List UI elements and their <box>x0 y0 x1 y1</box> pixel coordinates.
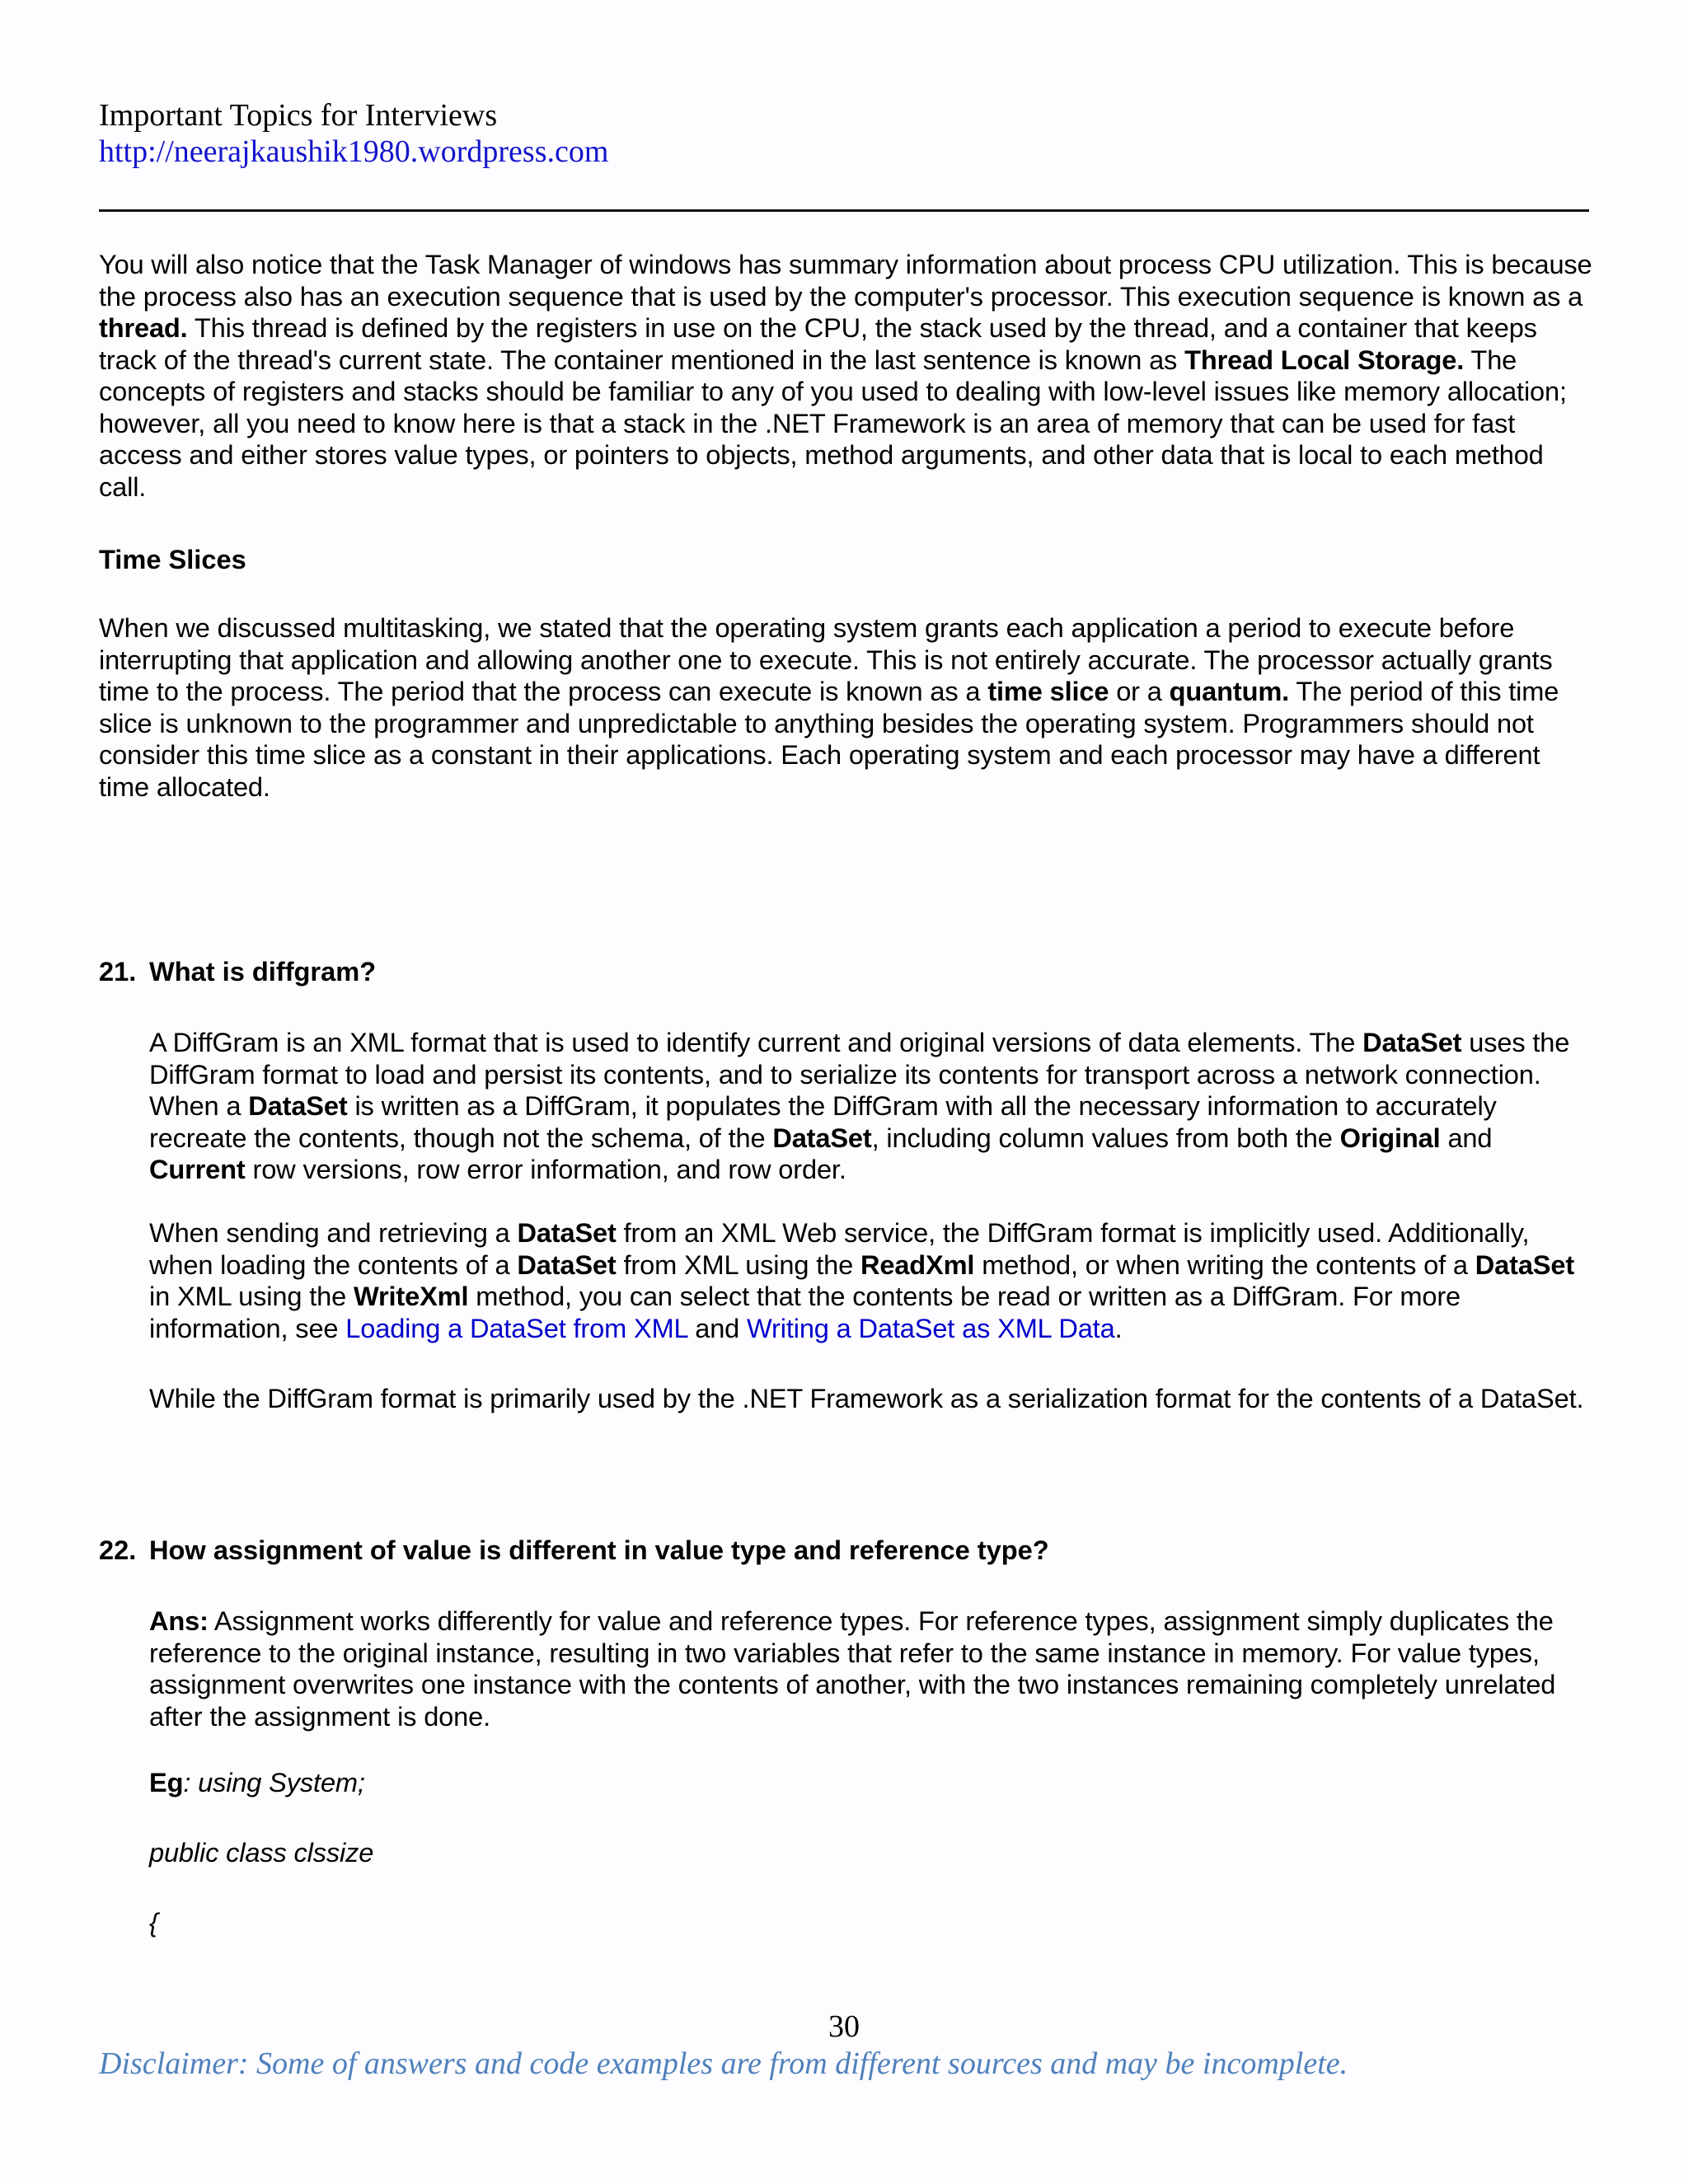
text-run: The period of this time slice is unknown to the programmer and unpredictable to anything besides the operating system. Programmers should not consider this time slice as a constant in their applications. Each operating system and each processor may have a different time allocated. <box>99 676 1559 802</box>
term-current: Current <box>149 1154 246 1184</box>
page-number: 30 <box>828 2009 860 2044</box>
question-title: How assignment of value is different in value type and reference type? <box>149 1535 1049 1565</box>
q21-paragraph-2 <box>149 1217 1592 1344</box>
question-number: 21. <box>99 956 137 987</box>
code-text: : using System; <box>183 1767 365 1797</box>
text-run: You will also notice that the Task Manager of windows has summary information about process CPU utilization. This is because the process also has an execution sequence that is used by the computer's processor. This execution sequence is known as a <box>99 249 1592 312</box>
term-dataset: DataSet <box>1475 1249 1575 1280</box>
text-run: and <box>687 1312 748 1343</box>
text-run: , including column values from both the <box>871 1122 1340 1153</box>
term-dataset: DataSet <box>772 1122 872 1153</box>
term-dataset: DataSet <box>517 1217 617 1248</box>
question-title: What is diffgram? <box>149 956 377 987</box>
term-dataset: DataSet <box>1362 1027 1462 1057</box>
term-original: Original <box>1339 1122 1441 1153</box>
code-example-line-2 <box>149 1837 1592 1869</box>
text-run: Assignment works differently for value and reference types. For reference types, assignment simply duplicates the reference to the original instance, resulting in two variables that refer to the same instance in memory. For value types, assignment overwrites one instance with the contents of another, with the two instances remaining completely unrelated after the assignment is done. <box>149 1605 1556 1732</box>
text-run: is written as a DiffGram, it populates the DiffGram with all the necessary information to accurately recreate the contents, though not the schema, of the <box>149 1090 1497 1153</box>
text-run: While the DiffGram format is primarily used by the .NET Framework as a serialization format for the contents of a DataSet. <box>149 1383 1584 1413</box>
question-21-heading <box>0 956 1688 989</box>
text-run: and <box>1440 1122 1493 1153</box>
term-readxml: ReadXml <box>860 1249 975 1280</box>
text-run: When sending and retrieving a <box>149 1217 518 1248</box>
question-number: 22. <box>99 1535 137 1565</box>
text-run: uses the DiffGram format to load and persist its contents, and to serialize its contents for transport across a network connection. When a <box>149 1027 1570 1121</box>
code-example-line-1 <box>149 1767 1592 1799</box>
code-text: public class clssize <box>149 1837 374 1868</box>
term-writexml: WriteXml <box>353 1281 469 1311</box>
intro-paragraph <box>99 249 1595 503</box>
text-run: or a <box>1109 676 1170 706</box>
example-label: Eg <box>149 1767 184 1797</box>
text-run: from an XML Web service, the DiffGram format is implicitly used. Additionally, when loading the contents of a <box>149 1217 1530 1280</box>
code-text: { <box>149 1907 158 1938</box>
text-run: When we discussed multitasking, we stated that the operating system grants each application a period to execute before interrupting that application and allowing another one to execute. This is not entirely accurate. The processor actually grants time to the process. The period that the process can execute is known as a <box>99 612 1553 706</box>
code-example-line-3 <box>149 1907 1592 1939</box>
term-thread: thread. <box>99 312 188 343</box>
document-title: Important Topics for Interviews <box>99 98 498 133</box>
text-run: method, or when writing the contents of a <box>974 1249 1475 1280</box>
term-dataset: DataSet <box>248 1090 348 1121</box>
time-slices-paragraph <box>99 612 1595 803</box>
text-run: method, you can select that the contents be read or written as a DiffGram. For more information, see <box>149 1281 1461 1343</box>
section-heading-time-slices: Time Slices <box>99 544 246 574</box>
text-run: This thread is defined by the registers in use on the CPU, the stack used by the thread, and a container that keeps track of the thread's current state. The container mentioned in the last sentence is known as <box>99 312 1537 375</box>
term-quantum: quantum. <box>1169 676 1290 706</box>
header-divider <box>99 209 1589 212</box>
text-run: . <box>1114 1312 1123 1343</box>
disclaimer-text: Disclaimer: Some of answers and code examples are from different sources and may be incomplete. <box>99 2046 1348 2081</box>
link-loading-dataset-from-xml[interactable]: Loading a DataSet from XML <box>345 1312 688 1343</box>
text-run: The concepts of registers and stacks should be familiar to any of you used to dealing with low-level issues like memory allocation; however, all you need to know here is that a stack in the .NET Framework is an area of memory that can be used for fast access and either stores value types, or pointers to objects, method arguments, and other data that is local to each method call. <box>99 344 1567 502</box>
text-run: in XML using the <box>149 1281 354 1311</box>
text-run: A DiffGram is an XML format that is used to identify current and original versions of data elements. The <box>149 1027 1363 1057</box>
question-22-heading <box>0 1535 1688 1568</box>
q22-answer-paragraph <box>149 1605 1592 1732</box>
term-time-slice: time slice <box>987 676 1109 706</box>
header-url-link[interactable]: http://neerajkaushik1980.wordpress.com <box>99 134 609 169</box>
link-writing-dataset-as-xml-data[interactable]: Writing a DataSet as XML Data <box>747 1312 1115 1343</box>
q21-paragraph-3 <box>149 1383 1592 1415</box>
term-thread-local-storage: Thread Local Storage. <box>1184 344 1465 375</box>
page-header <box>99 97 608 170</box>
answer-label: Ans: <box>149 1605 209 1636</box>
term-dataset: DataSet <box>517 1249 617 1280</box>
text-run: from XML using the <box>616 1249 860 1280</box>
text-run: row versions, row error information, and row order. <box>245 1154 846 1184</box>
q21-paragraph-1 <box>149 1027 1592 1186</box>
